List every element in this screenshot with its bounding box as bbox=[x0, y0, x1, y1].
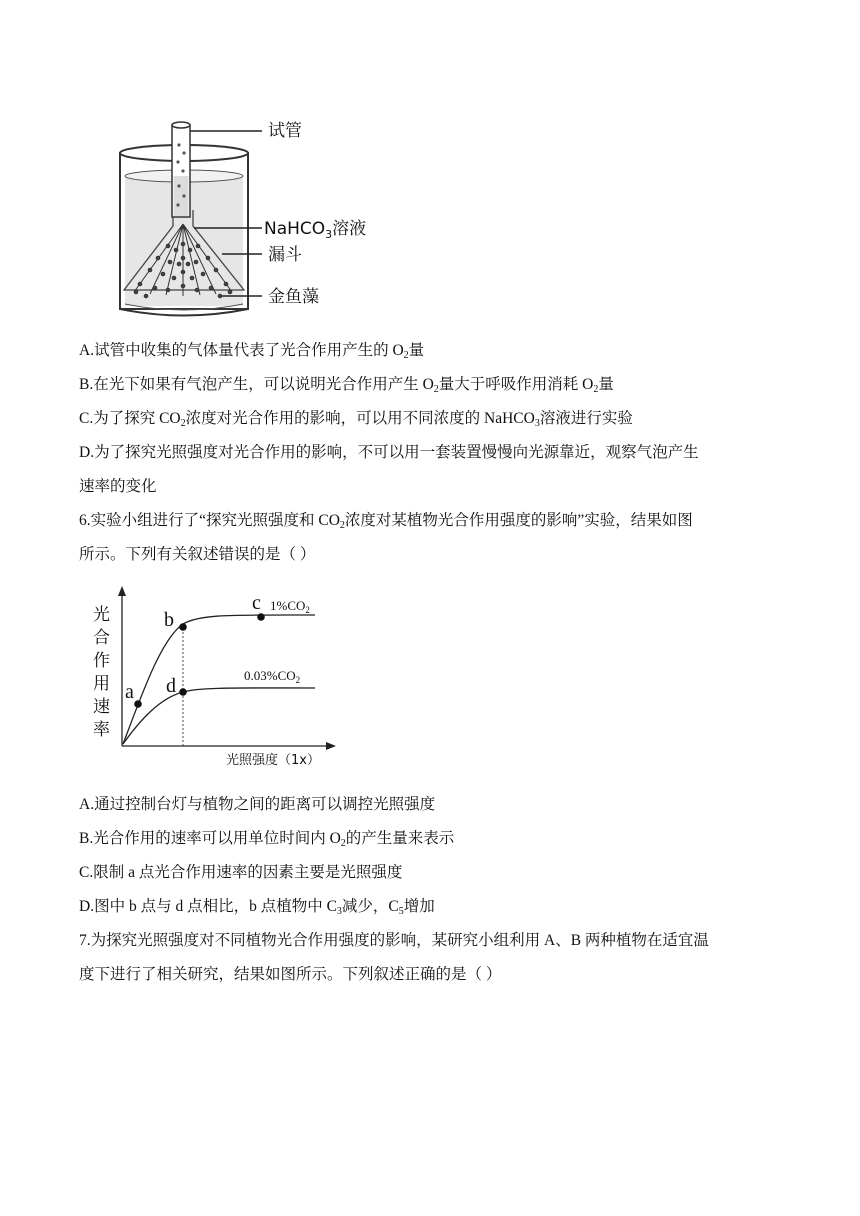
y-axis-label-char: 用 bbox=[93, 674, 110, 694]
y-axis-label-char: 作 bbox=[93, 651, 110, 671]
label-solution: NaHCO$_3$溶液 bbox=[264, 219, 367, 241]
point-label-a: a bbox=[125, 681, 134, 703]
series-003pct-co2-line bbox=[123, 688, 315, 744]
label-plant: 金鱼藻 bbox=[268, 287, 319, 307]
y-axis-label-char: 率 bbox=[93, 720, 110, 740]
series-label-003pct: $0.03\%CO_2$ bbox=[244, 668, 301, 685]
point-a bbox=[134, 700, 142, 708]
q6-stem-line2: 所示。下列有关叙述错误的是（ ） bbox=[79, 546, 316, 563]
q6-stem-line1: 6.实验小组进行了“探究光照强度和 $CO_2$浓度对某植物光合作用强度的影响”实验，结果如图 bbox=[79, 512, 693, 531]
label-funnel: 漏斗 bbox=[268, 245, 302, 265]
photosynthesis-chart bbox=[0, 580, 860, 780]
y-axis-label-char: 光 bbox=[93, 605, 110, 625]
y-axis-label-char: 合 bbox=[93, 628, 110, 648]
point-c bbox=[257, 613, 265, 621]
q5-option-d-line1: D.为了探究光照强度对光合作用的影响，不可以用一套装置慢慢向光源靠近，观察气泡产生 bbox=[79, 444, 699, 461]
point-label-b: b bbox=[164, 609, 174, 631]
series-label-1pct: $1\%CO_2$ bbox=[270, 598, 310, 615]
q7-stem-line2: 度下进行了相关研究，结果如图所示。下列叙述正确的是（ ） bbox=[79, 966, 502, 983]
point-label-d: d bbox=[166, 675, 176, 697]
apparatus-figure bbox=[0, 0, 860, 330]
y-axis-arrow bbox=[118, 586, 126, 596]
q6-option-d: D.图中 b 点与 d 点相比，b 点植物中 $C_3$减少，$C_5$增加 bbox=[79, 898, 435, 917]
y-axis-label-char: 速 bbox=[93, 697, 110, 717]
q5-option-a: A.试管中收集的气体量代表了光合作用产生的 $O_2$量 bbox=[79, 342, 425, 361]
point-d bbox=[179, 688, 187, 696]
point-label-c: c bbox=[252, 592, 261, 614]
label-test-tube: 试管 bbox=[268, 121, 302, 141]
q6-option-c: C.限制 a 点光合作用速率的因素主要是光照强度 bbox=[79, 864, 403, 881]
q5-option-b: B.在光下如果有气泡产生，可以说明光合作用产生 $O_2$量大于呼吸作用消耗 $O_2$量 bbox=[79, 376, 614, 395]
point-b bbox=[179, 623, 187, 631]
x-axis-arrow bbox=[326, 742, 336, 750]
q7-stem-line1: 7.为探究光照强度对不同植物光合作用强度的影响，某研究小组利用 A、B 两种植物在适宜温 bbox=[79, 932, 709, 949]
q5-option-d-line2: 速率的变化 bbox=[79, 478, 157, 495]
q6-option-b: B.光合作用的速率可以用单位时间内 $O_2$的产生量来表示 bbox=[79, 830, 455, 849]
q6-option-a: A.通过控制台灯与植物之间的距离可以调控光照强度 bbox=[79, 796, 436, 813]
y-axis-label bbox=[93, 605, 110, 740]
q5-option-c: C.为了探究 $CO_2$浓度对光合作用的影响，可以用不同浓度的 NaHCO$_3$溶液进行实验 bbox=[79, 410, 633, 429]
test-tube bbox=[172, 122, 190, 217]
x-axis-label: 光照强度（1x） bbox=[226, 753, 320, 768]
